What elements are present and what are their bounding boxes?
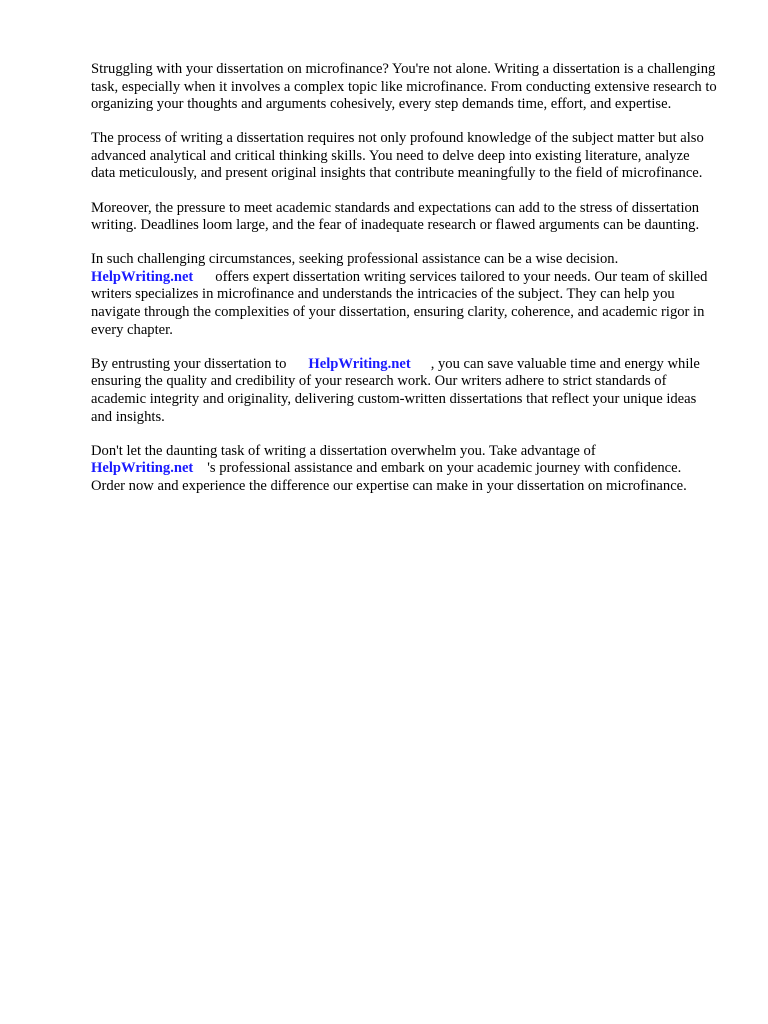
paragraph-pressure-text: Moreover, the pressure to meet academic standards and expectations can add to the stress of dissertation writing. Deadlines loom large, and the fear of inadequate research or flawed arguments can be daunting. [91, 199, 700, 234]
paragraph-process [91, 130, 717, 183]
paragraph-intro-text: Struggling with your dissertation on microfinance? You're not alone. Writing a dissertation is a challenging task, especially when it involves a complex topic like microfinance. From conducting extensive research to organizing your thoughts and arguments cohesively, every step demands time, effort, and expertise. [91, 61, 717, 113]
paragraph-entrusting-rest: , you can save valuable time and energy while ensuring the quality and credibility of your research work. Our writers adhere to strict standards of academic integrity and originality, delivering custom-written dissertations that reflect your unique ideas and insights. [91, 355, 700, 425]
paragraph-entrusting-lead: By entrusting your dissertation to [91, 355, 287, 372]
paragraph-pressure [91, 200, 717, 235]
helpwriting-link-2[interactable]: HelpWriting.net [308, 355, 411, 372]
paragraph-entrusting [91, 356, 717, 426]
paragraph-closing-rest: 's professional assistance and embark on your academic journey with confidence. Order now and experience the difference our expertise can make in your dissertation on microfinance. [91, 460, 687, 494]
document-body [91, 61, 717, 512]
paragraph-assistance-lead: In such challenging circumstances, seeking professional assistance can be a wise decision. [91, 251, 619, 268]
paragraph-assistance-rest: offers expert dissertation writing services tailored to your needs. Our team of skilled writers specializes in microfinance and understands the intricacies of the subject. They can help you navigate through the complexities of your dissertation, ensuring clarity, coherence, and academic rigor in every chapter. [91, 268, 708, 338]
helpwriting-link-3[interactable]: HelpWriting.net [91, 460, 194, 477]
paragraph-assistance [91, 251, 717, 339]
paragraph-intro [91, 61, 717, 114]
paragraph-closing-lead: Don't let the daunting task of writing a dissertation overwhelm you. Take advantage of [91, 442, 596, 459]
paragraph-process-text: The process of writing a dissertation requires not only profound knowledge of the subject matter but also advanced analytical and critical thinking skills. You need to delve deep into existing literature, analyze data meticulously, and present original insights that contribute meaningfully to the field of microfinance. [91, 130, 704, 182]
helpwriting-link-1[interactable]: HelpWriting.net [91, 268, 194, 285]
paragraph-closing [91, 443, 717, 496]
